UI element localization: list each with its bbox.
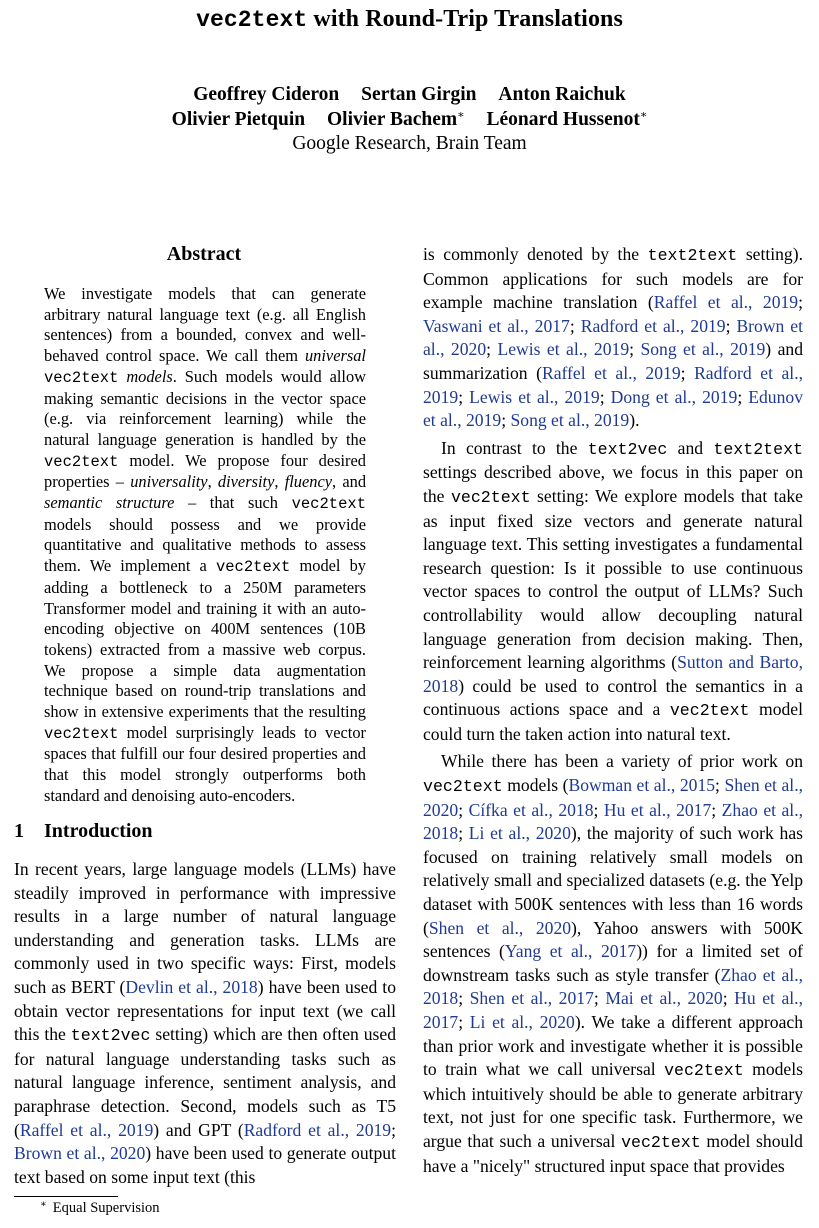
- citation-link[interactable]: Radford et al., 2019: [243, 1119, 392, 1140]
- author-name: Olivier Pietquin: [171, 108, 306, 130]
- citation-link[interactable]: Brown et al., 2020: [14, 1143, 146, 1164]
- paper-title: [0, 6, 819, 33]
- citation-link[interactable]: Edunov et al., 2019: [423, 386, 803, 431]
- author-line-2: [0, 108, 819, 133]
- paragraph-continued: is commonly denoted by the text2text setting). Common applications for such models are for example machine translation (Raffel et al., 2019; Vaswani et al., 2017; Radford et al., 2019; Brown et al., 2020; Lewis et al., 2019; Song et al., 2019) and summarization (Raffel et al., 2019; Radford et al., 2019; Lewis et al., 2019; Dong et al., 2019; Edunov et al., 2019; Song et al., 2019).: [423, 244, 803, 431]
- title-mono: vec2text: [196, 7, 308, 33]
- citation-link[interactable]: Radford et al., 2019: [580, 315, 726, 336]
- citation-link[interactable]: Lewis et al., 2019: [497, 339, 630, 360]
- citation-link[interactable]: Hu et al., 2017: [603, 799, 712, 820]
- author-name: Geoffrey Cideron: [193, 84, 340, 105]
- author-name: Olivier Bachem: [326, 108, 458, 130]
- author-line-1: [0, 83, 819, 108]
- section-heading-introduction: 1 Introduction: [14, 820, 153, 842]
- citation-link[interactable]: Hu et al., 2017: [423, 988, 803, 1032]
- citation-link[interactable]: Shen et al., 2020: [423, 775, 803, 820]
- citation-link[interactable]: Li et al., 2020: [469, 1012, 575, 1032]
- citation-link[interactable]: Li et al., 2020: [468, 823, 571, 844]
- equal-supervision-mark: ∗: [639, 108, 648, 121]
- citation-link[interactable]: Shen et al., 2017: [469, 988, 594, 1009]
- introduction-paragraph: In recent years, large language models (LLMs) have steadily improved in performance with impressive results in a large number of natural language understanding and generation tasks. LLMs are commonly used in two specific ways: First, models such as BERT (Devlin et al., 2018) have been used to obtain vector representations for input text (we call this the text2vec setting) which are then often used for natural language understanding tasks such as natural language inference, sentiment analysis, and paraphrase detection. Second, models such as T5 (Raffel et al., 2019) and GPT (Radford et al., 2019; Brown et al., 2020) have been used to generate output text based on some input text (this: [14, 859, 396, 1187]
- citation-link[interactable]: Shen et al., 2020: [428, 917, 572, 938]
- author-name: Sertan Girgin: [361, 84, 477, 105]
- equal-supervision-mark: ∗: [457, 108, 465, 121]
- citation-link[interactable]: Song et al., 2019: [640, 339, 766, 360]
- citation-link[interactable]: Brown et al., 2020: [423, 315, 803, 360]
- citation-link[interactable]: Yang et al., 2017: [504, 941, 637, 962]
- citation-link[interactable]: Raffel et al., 2019: [653, 292, 799, 313]
- citation-link[interactable]: Bowman et al., 2015: [568, 775, 716, 796]
- abstract-heading: Abstract: [166, 243, 242, 265]
- affiliation: Google Research, Brain Team: [292, 133, 527, 154]
- footnote-text: Equal Supervision: [52, 1200, 160, 1216]
- author-block: [0, 83, 819, 157]
- paragraph: In contrast to the text2vec and text2text settings described above, we focus in this paper on the vec2text setting: We explore models that take as input fixed size vectors and generate natural language text. This setting investigates a fundamental research question: Is it possible to use continuous vector spaces to control the output of LLMs? Such controllability would allow decoupling natural language generation from decision making. Then, reinforcement learning algorithms (Sutton and Barto, 2018) could be used to control the semantics in a continuous actions space and a vec2text model could turn the taken action into natural text.: [423, 437, 804, 744]
- citation-link[interactable]: Song et al., 2019: [510, 410, 630, 431]
- citation-link[interactable]: Zhao et al., 2018: [423, 964, 803, 1009]
- footnote-mark: ∗: [40, 1199, 47, 1210]
- citation-link[interactable]: Lewis et al., 2019: [469, 386, 600, 407]
- footnote-rule: [14, 1196, 118, 1197]
- citation-link[interactable]: Raffel et al., 2019: [19, 1119, 154, 1140]
- citation-link[interactable]: Raffel et al., 2019: [541, 362, 681, 383]
- citation-link[interactable]: Zhao et al., 2018: [423, 799, 803, 844]
- citation-link[interactable]: Dong et al., 2019: [610, 386, 738, 407]
- citation-link[interactable]: Vaswani et al., 2017: [423, 315, 570, 336]
- abstract-body: We investigate models that can generate arbitrary natural language text (e.g. all English sentences) from a bounded, convex and well-behaved control space. We call them universal vec2text models. Such models would allow making semantic decisions in the vector space (e.g. via reinforcement learning) while the natural language generation is handled by the vec2text model. We propose four desired properties – universality, diversity, fluency, and semantic structure – that such vec2text models should possess and we provide quantitative and qualitative methods to assess them. We implement a vec2text model by adding a bottleneck to a 250M parameters Transformer model and training it with an auto-encoding objective on 400M sentences (10B tokens) extracted from a massive web corpus. We propose a simple data augmentation technique based on round-trip translations and show in extensive experiments that the resulting vec2text model surprisingly leads to vector spaces that fulfill our four desired properties and that this model strongly outperforms both standard and denoising auto-encoders.: [44, 284, 367, 805]
- citation-link[interactable]: Sutton and Barto, 2018: [423, 652, 803, 696]
- citation-link[interactable]: Devlin et al., 2018: [125, 976, 258, 997]
- author-name: Léonard Hussenot: [486, 108, 640, 130]
- author-name: Anton Raichuk: [498, 84, 626, 105]
- citation-link[interactable]: Radford et al., 2019: [423, 362, 803, 407]
- citation-link[interactable]: Cífka et al., 2018: [468, 799, 594, 820]
- title-rest: with Round-Trip Translations: [307, 6, 623, 32]
- paragraph: While there has been a variety of prior work on vec2text models (Bowman et al., 2015; Shen et al., 2020; Cífka et al., 2018; Hu et al., 2017; Zhao et al., 2018; Li et al., 2020), the majority of such work has focused on training relatively small models on relatively small and specialized datasets (e.g. the Yelp dataset with 500K sentences with less than 16 words (Shen et al., 2020), Yahoo answers with 500K sentences (Yang et al., 2017)) for a limited set of downstream tasks such as style transfer (Zhao et al., 2018; Shen et al., 2017; Mai et al., 2020; Hu et al., 2017; Li et al., 2020). We take a different approach than prior work and investigate whether it is possible to train what we call universal vec2text models which intuitively should be able to generate arbitrary text, not just for one specific task. Furthermore, we argue that such a universal vec2text model should have a "nicely" structured input space that provides: [423, 751, 804, 1176]
- citation-link[interactable]: Mai et al., 2020: [605, 988, 723, 1009]
- right-column-text: [423, 243, 803, 1178]
- footnote: [40, 1200, 160, 1217]
